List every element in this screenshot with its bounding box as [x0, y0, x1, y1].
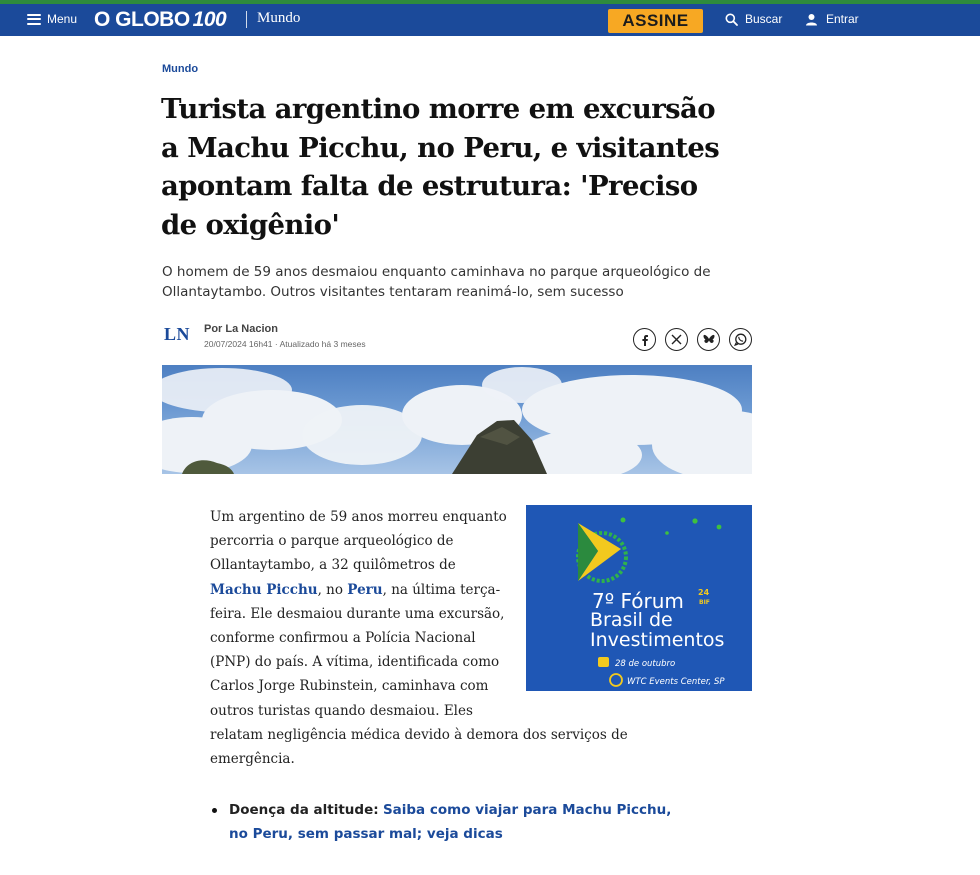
section-link[interactable]: Mundo — [257, 10, 301, 26]
related-bullet — [210, 798, 680, 846]
ad-date: 28 de outubro — [615, 659, 676, 669]
user-icon — [805, 13, 818, 26]
body-text-2: , no — [317, 581, 348, 598]
ad-venue: WTC Events Center, SP — [627, 677, 725, 687]
search-button[interactable] — [725, 12, 782, 26]
ad-badge-bif: BIF — [699, 599, 710, 606]
advertisement-banner[interactable] — [526, 505, 752, 691]
facebook-icon — [639, 334, 651, 346]
calendar-icon — [598, 657, 609, 667]
share-bluesky-button[interactable] — [697, 328, 720, 351]
x-icon — [671, 334, 682, 345]
article-body — [210, 505, 725, 771]
forum-ad-graphic — [526, 505, 752, 691]
article-subhead: O homem de 59 anos desmaiou enquanto caminhava no parque arqueológico de Ollantaytambo. Outros visitantes tentaram reanimá-lo, sem sucesso — [162, 264, 711, 300]
menu-label: Menu — [47, 12, 78, 26]
login-label: Entrar — [826, 12, 859, 26]
menu-button[interactable] — [27, 12, 77, 26]
logo-text: O GLOBO — [94, 8, 190, 31]
share-x-button[interactable] — [665, 328, 688, 351]
bullet-lead: Doença da altitude: — [229, 802, 379, 818]
peru-link[interactable]: Peru — [347, 581, 383, 598]
publish-date: 20/07/2024 16h41 · Atualizado há 3 meses — [204, 339, 366, 349]
bullet-dot — [212, 808, 217, 813]
login-button[interactable] — [805, 12, 859, 26]
hero-photo-mountain — [162, 365, 752, 474]
author-name: Por La Nacion — [204, 323, 278, 335]
assine-button[interactable]: ASSINE — [608, 9, 703, 33]
related-article-link[interactable]: Saiba como viajar para Machu Picchu, no Peru, sem passar mal; veja dicas — [229, 802, 672, 842]
source-logo: LN — [164, 324, 191, 344]
byline — [162, 320, 752, 360]
ad-title-line3: Investimentos — [590, 629, 725, 651]
ad-badge-year: 24 — [698, 588, 710, 597]
site-header — [0, 4, 980, 36]
share-facebook-button[interactable] — [633, 328, 656, 351]
share-whatsapp-button[interactable] — [729, 328, 752, 351]
article-headline: Turista argentino morre em excursão a Machu Picchu, no Peru, e visitantes apontam falta de estrutura: 'Preciso de oxigênio' — [161, 93, 720, 241]
site-logo[interactable] — [94, 8, 226, 32]
body-text-3: , na última terça-feira. Ele desmaiou durante uma excursão, conforme confirmou a Polícia Nacional (PNP) do país. A vítima, identificada como Carlos Jorge Rubinstein, caminhava com outros turistas quando desmaiou. Eles relatam negligência médica devido à demora dos serviços de emergência. — [210, 581, 628, 768]
ad-title-line1: 7º Fórum — [592, 589, 684, 613]
whatsapp-icon — [734, 333, 747, 346]
search-label: Buscar — [745, 12, 783, 26]
share-buttons — [633, 328, 752, 351]
header-divider — [246, 11, 247, 28]
body-text-1: Um argentino de 59 anos morreu enquanto percorria o parque arqueológico de Ollantaytambo, a 32 quilômetros de — [210, 509, 507, 574]
hamburger-icon — [27, 14, 41, 25]
machu-picchu-link[interactable]: Machu Picchu — [210, 581, 318, 598]
article-kicker[interactable]: Mundo — [162, 63, 199, 75]
bluesky-icon — [703, 334, 715, 345]
logo-100-mark: 100 — [192, 8, 227, 31]
hero-image — [162, 365, 752, 474]
search-icon — [725, 13, 738, 26]
ad-title-line2: Brasil de — [590, 609, 673, 631]
